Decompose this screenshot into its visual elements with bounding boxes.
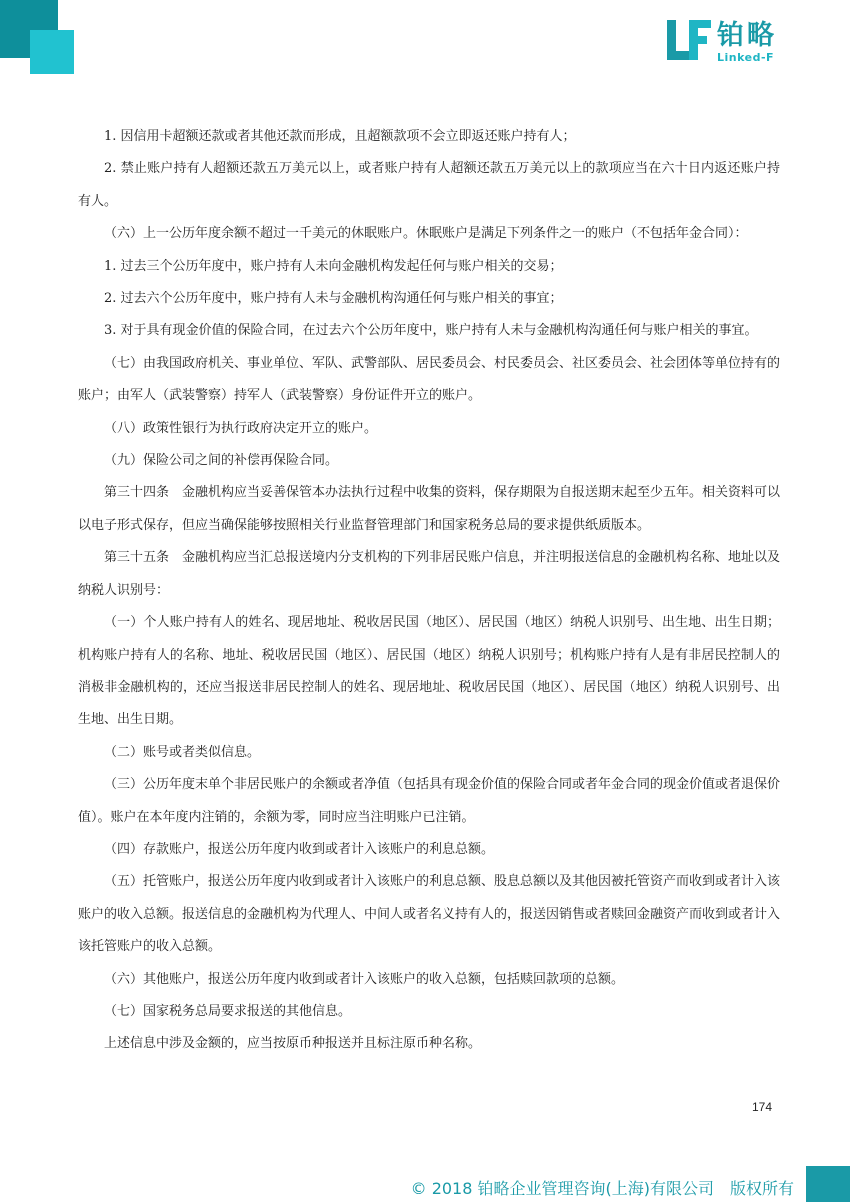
paragraph: （六）上一公历年度余额不超过一千美元的休眠账户。休眠账户是满足下列条件之一的账户（不包括年金合同）： <box>104 226 748 242</box>
article-paragraph: 第三十四条 金融机构应当妥善保管本办法执行过程中收集的资料，保存期限为自报送期末起至少五年。相关资料可以以电子形式保存，但应当确保能够按照相关行业监督管理部门和国家税务总局的要求提供纸质版本。 <box>78 485 781 533</box>
paragraph: （三）公历年度末单个非居民账户的余额或者净值（包括具有现金价值的保险合同或者年金合同的现金价值或者退保价值）。账户在本年度内注销的，余额为零，同时应当注明账户已注销。 <box>78 777 781 825</box>
corner-decoration-light <box>30 30 74 74</box>
paragraph: （六）其他账户，报送公历年度内收到或者计入该账户的收入总额，包括赎回款项的总额。 <box>104 971 625 987</box>
company-logo <box>667 20 795 64</box>
paragraph: （九）保险公司之间的补偿再保险合同。 <box>104 453 339 469</box>
paragraph: （五）托管账户，报送公历年度内收到或者计入该账户的利息总额、股息总额以及其他因被托管资产而收到或者计入该账户的收入总额。报送信息的金融机构为代理人、中间人或者名义持有人的，报送因销售或者赎回金融资产而收到或者计入该托管账户的收入总额。 <box>78 874 781 955</box>
paragraph: （四）存款账户，报送公历年度内收到或者计入该账户的利息总额。 <box>104 841 495 857</box>
paragraph: （八）政策性银行为执行政府决定开立的账户。 <box>104 420 378 436</box>
paragraph: 1. 过去三个公历年度中，账户持有人未向金融机构发起任何与账户相关的交易； <box>104 258 563 274</box>
document-body <box>78 121 780 1061</box>
paragraph: 2. 过去六个公历年度中，账户持有人未与金融机构沟通任何与账户相关的事宜； <box>104 291 563 307</box>
paragraph: 3. 对于具有现金价值的保险合同，在过去六个公历年度中，账户持有人未与金融机构沟通任何与账户相关的事宜。 <box>104 323 758 339</box>
paragraph: （一）个人账户持有人的姓名、现居地址、税收居民国（地区）、居民国（地区）纳税人识别号、出生地、出生日期；机构账户持有人的名称、地址、税收居民国（地区）、居民国（地区）纳税人识别号；机构账户持有人是有非居民控制人的消极非金融机构的，还应当报送非居民控制人的姓名、现居地址、税收居民国（地区）、居民国（地区）纳税人识别号、出生地、出生日期。 <box>78 615 780 728</box>
paragraph: （二）账号或者类似信息。 <box>104 744 261 760</box>
paragraph: 1. 因信用卡超额还款或者其他还款而形成，且超额款项不会立即返还账户持有人； <box>104 129 576 144</box>
logo-text-en: Linked-F <box>717 51 775 64</box>
paragraph: （七）国家税务总局要求报送的其他信息。 <box>104 1003 352 1019</box>
footer-decoration <box>806 1166 850 1202</box>
logo-text-cn: 铂略 <box>717 20 777 51</box>
article-paragraph: 第三十五条 金融机构应当汇总报送境内分支机构的下列非居民账户信息，并注明报送信息的金融机构名称、地址以及纳税人识别号： <box>78 550 781 598</box>
paragraph: 2. 禁止账户持有人超额还款五万美元以上，或者账户持有人超额还款五万美元以上的款项应当在六十日内返还账户持有人。 <box>78 161 780 209</box>
paragraph: 上述信息中涉及金额的，应当按原币种报送并且标注原币种名称。 <box>104 1036 482 1052</box>
footer-copyright: © 2018 铂略企业管理咨询(上海)有限公司 版权所有 <box>410 1179 794 1198</box>
page-number: 174 <box>752 1100 773 1114</box>
logo-mark-icon <box>667 20 711 60</box>
paragraph: （七）由我国政府机关、事业单位、军队、武警部队、居民委员会、村民委员会、社区委员会、社会团体等单位持有的账户；由军人（武装警察）持军人（武装警察）身份证件开立的账户。 <box>78 355 781 404</box>
